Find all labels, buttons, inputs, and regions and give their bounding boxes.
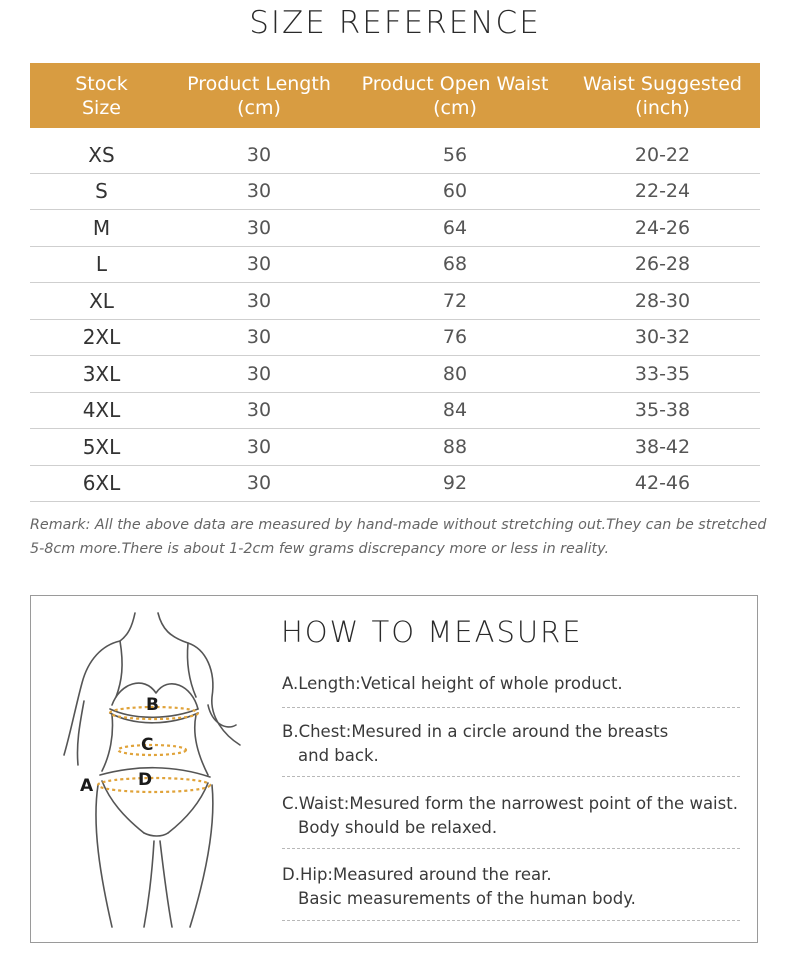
instruction-chest: B.Chest:Mesured in a circle around the breasts and back. (282, 720, 740, 777)
instruction-hip: D.Hip:Measured around the rear. Basic measurements of the human body. (282, 863, 740, 921)
cell-length: 30 (246, 143, 272, 166)
table-row (30, 174, 760, 211)
cell-size: 2XL (82, 325, 121, 350)
how-to-measure-title: HOW TO MEASURE (281, 615, 583, 649)
cell-open-waist: 88 (442, 435, 468, 458)
label-d: D (138, 770, 153, 790)
cell-length: 30 (246, 326, 272, 349)
instruction-length: A.Length:Vetical height of whole product. (282, 670, 740, 708)
cell-size: S (95, 179, 108, 204)
cell-size: 3XL (82, 361, 121, 386)
label-a: A (80, 776, 94, 796)
cell-length: 30 (246, 399, 272, 422)
cell-waist: 20-22 (634, 143, 691, 166)
cell-waist: 26-28 (634, 253, 691, 276)
cell-length: 30 (246, 472, 272, 495)
cell-open-waist: 72 (442, 289, 468, 312)
table-row (30, 393, 760, 430)
cell-size: M (92, 215, 111, 240)
measure-instructions (282, 670, 740, 921)
cell-open-waist: 64 (442, 216, 468, 239)
header-product-length: Product Length (cm) (187, 72, 331, 119)
table-body (30, 137, 760, 502)
table-row (30, 283, 760, 320)
cell-waist: 38-42 (634, 435, 691, 458)
cell-waist: 42-46 (634, 472, 691, 495)
cell-length: 30 (246, 435, 272, 458)
cell-open-waist: 76 (442, 326, 468, 349)
table-row (30, 210, 760, 247)
cell-length: 30 (246, 362, 272, 385)
instruction-waist: C.Waist:Mesured form the narrowest point of the waist. Body should be relaxed. (282, 792, 740, 849)
table-row (30, 356, 760, 393)
cell-size: XL (89, 288, 114, 313)
header-open-waist: Product Open Waist (cm) (361, 72, 549, 119)
cell-open-waist: 80 (442, 362, 468, 385)
table-row (30, 247, 760, 284)
label-c: C (141, 735, 154, 755)
cell-open-waist: 60 (442, 180, 468, 203)
cell-size: 6XL (82, 471, 121, 496)
size-table (30, 63, 760, 502)
page-title: SIZE REFERENCE (249, 5, 541, 41)
cell-waist: 24-26 (634, 216, 691, 239)
cell-size: L (95, 252, 108, 277)
table-row (30, 137, 760, 174)
label-b: B (146, 695, 159, 715)
cell-waist: 33-35 (634, 362, 691, 385)
remark-note: Remark: All the above data are measured by hand-made without stretching out.They can be stretched 5-8cm more.There is about 1-2cm few grams discrepancy more or less in reality. (30, 517, 767, 557)
cell-size: 5XL (82, 434, 121, 459)
cell-waist: 35-38 (634, 399, 691, 422)
cell-waist: 28-30 (634, 289, 691, 312)
header-waist-suggested: Waist Suggested (inch) (583, 72, 742, 119)
table-row (30, 429, 760, 466)
cell-open-waist: 84 (442, 399, 468, 422)
cell-waist: 22-24 (634, 180, 691, 203)
cell-length: 30 (246, 216, 272, 239)
table-row (30, 466, 760, 503)
cell-open-waist: 92 (442, 472, 468, 495)
body-figure-illustration (40, 605, 270, 935)
cell-length: 30 (246, 289, 272, 312)
table-header (30, 63, 760, 128)
header-stock-size: Stock Size (75, 72, 128, 119)
cell-length: 30 (246, 253, 272, 276)
cell-size: XS (88, 142, 115, 167)
table-row (30, 320, 760, 357)
cell-open-waist: 68 (442, 253, 468, 276)
cell-size: 4XL (82, 398, 121, 423)
cell-open-waist: 56 (442, 143, 468, 166)
cell-length: 30 (246, 180, 272, 203)
cell-waist: 30-32 (634, 326, 691, 349)
